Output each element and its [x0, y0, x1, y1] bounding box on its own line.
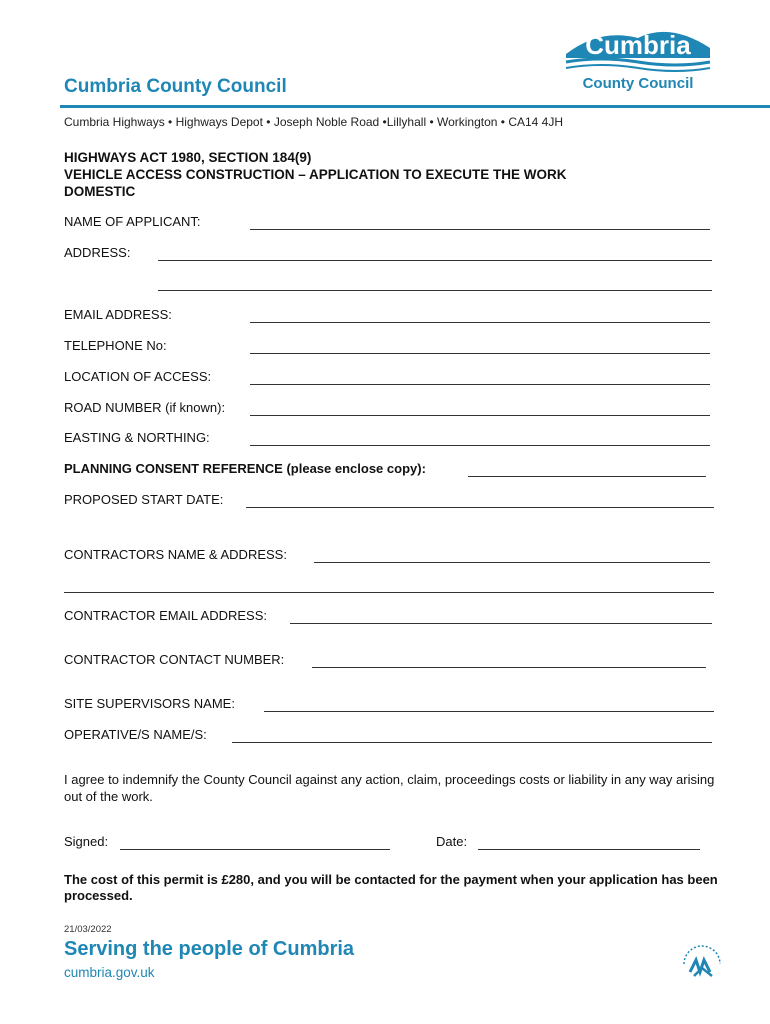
road-number-input[interactable]: [250, 415, 710, 416]
contractor-contact-label: CONTRACTOR CONTACT NUMBER:: [64, 652, 285, 667]
planning-consent-input[interactable]: [468, 476, 706, 477]
road-number-label: ROAD NUMBER (if known):: [64, 400, 226, 415]
logo-wordmark: Cumbria: [585, 30, 691, 60]
form-version-date: 21/03/2022: [64, 924, 112, 935]
signed-label: Signed:: [64, 834, 109, 849]
field-name-of-applicant: [64, 214, 714, 232]
signature-row: [64, 834, 714, 852]
council-title: Cumbria County Council: [64, 76, 287, 97]
council-logo: [560, 18, 720, 98]
field-location-of-access: [64, 369, 714, 387]
heading-title: VEHICLE ACCESS CONSTRUCTION – APPLICATION TO EXECUTE THE WORK: [64, 167, 567, 182]
name-of-applicant-input[interactable]: [250, 229, 710, 230]
proposed-start-date-label: PROPOSED START DATE:: [64, 492, 224, 507]
contractors-name-address-input-line1[interactable]: [314, 562, 710, 563]
telephone-label: TELEPHONE No:: [64, 338, 167, 353]
site-supervisors-name-label: SITE SUPERVISORS NAME:: [64, 696, 235, 711]
date-label: Date:: [436, 834, 468, 849]
contractor-email-label: CONTRACTOR EMAIL ADDRESS:: [64, 608, 267, 623]
date-input[interactable]: [478, 849, 700, 850]
heading-type: DOMESTIC: [64, 184, 136, 199]
website-link[interactable]: cumbria.gov.uk: [64, 965, 155, 980]
field-road-number: [64, 400, 714, 418]
field-address: [64, 245, 714, 263]
indemnity-statement: I agree to indemnify the County Council against any action, claim, proceedings costs or liability in any way arising out of the work.: [64, 772, 715, 804]
proposed-start-date-input[interactable]: [246, 507, 714, 508]
field-telephone: [64, 338, 714, 356]
contractor-email-input[interactable]: [290, 623, 712, 624]
location-of-access-label: LOCATION OF ACCESS:: [64, 369, 212, 384]
contractors-name-address-input-line2[interactable]: [64, 592, 714, 593]
site-supervisors-name-input[interactable]: [264, 711, 714, 712]
field-operatives-names: [64, 727, 714, 745]
operatives-names-label: OPERATIVE/S NAME/S:: [64, 727, 207, 742]
heading-act: HIGHWAYS ACT 1980, SECTION 184(9): [64, 150, 312, 165]
telephone-input[interactable]: [250, 353, 710, 354]
address-input-line2[interactable]: [158, 290, 712, 291]
field-email-address: [64, 307, 714, 325]
address-input-line1[interactable]: [158, 260, 712, 261]
easting-northing-label: EASTING & NORTHING:: [64, 430, 210, 445]
field-contractor-contact: [64, 652, 714, 670]
planning-consent-label: PLANNING CONSENT REFERENCE (please enclose copy):: [64, 461, 426, 476]
email-address-label: EMAIL ADDRESS:: [64, 307, 172, 322]
contractors-name-address-label: CONTRACTORS NAME & ADDRESS:: [64, 547, 287, 562]
name-of-applicant-label: NAME OF APPLICANT:: [64, 214, 201, 229]
email-address-input[interactable]: [250, 322, 710, 323]
header-divider: [60, 105, 770, 108]
footer-slogan: Serving the people of Cumbria: [64, 938, 355, 960]
field-planning-consent: [64, 461, 714, 479]
easting-northing-input[interactable]: [250, 445, 710, 446]
operatives-names-input[interactable]: [232, 742, 712, 743]
field-easting-northing: [64, 430, 714, 448]
form-heading: [64, 149, 567, 200]
field-contractors-name-address: [64, 547, 714, 565]
field-proposed-start-date: [64, 492, 716, 510]
field-contractor-email: [64, 608, 714, 626]
address-label: ADDRESS:: [64, 245, 131, 260]
field-site-supervisors-name: [64, 696, 716, 714]
depot-address: Cumbria Highways • Highways Depot • Joseph Noble Road •Lillyhall • Workington • CA14 4JH: [64, 115, 564, 129]
contractor-contact-input[interactable]: [312, 667, 706, 668]
accreditation-badge-icon: [676, 942, 728, 986]
signature-input[interactable]: [120, 849, 390, 850]
location-of-access-input[interactable]: [250, 384, 710, 385]
cost-notice: The cost of this permit is £280, and you will be contacted for the payment when your application has been processed.: [64, 872, 718, 903]
logo-subtitle: County Council: [582, 75, 694, 92]
